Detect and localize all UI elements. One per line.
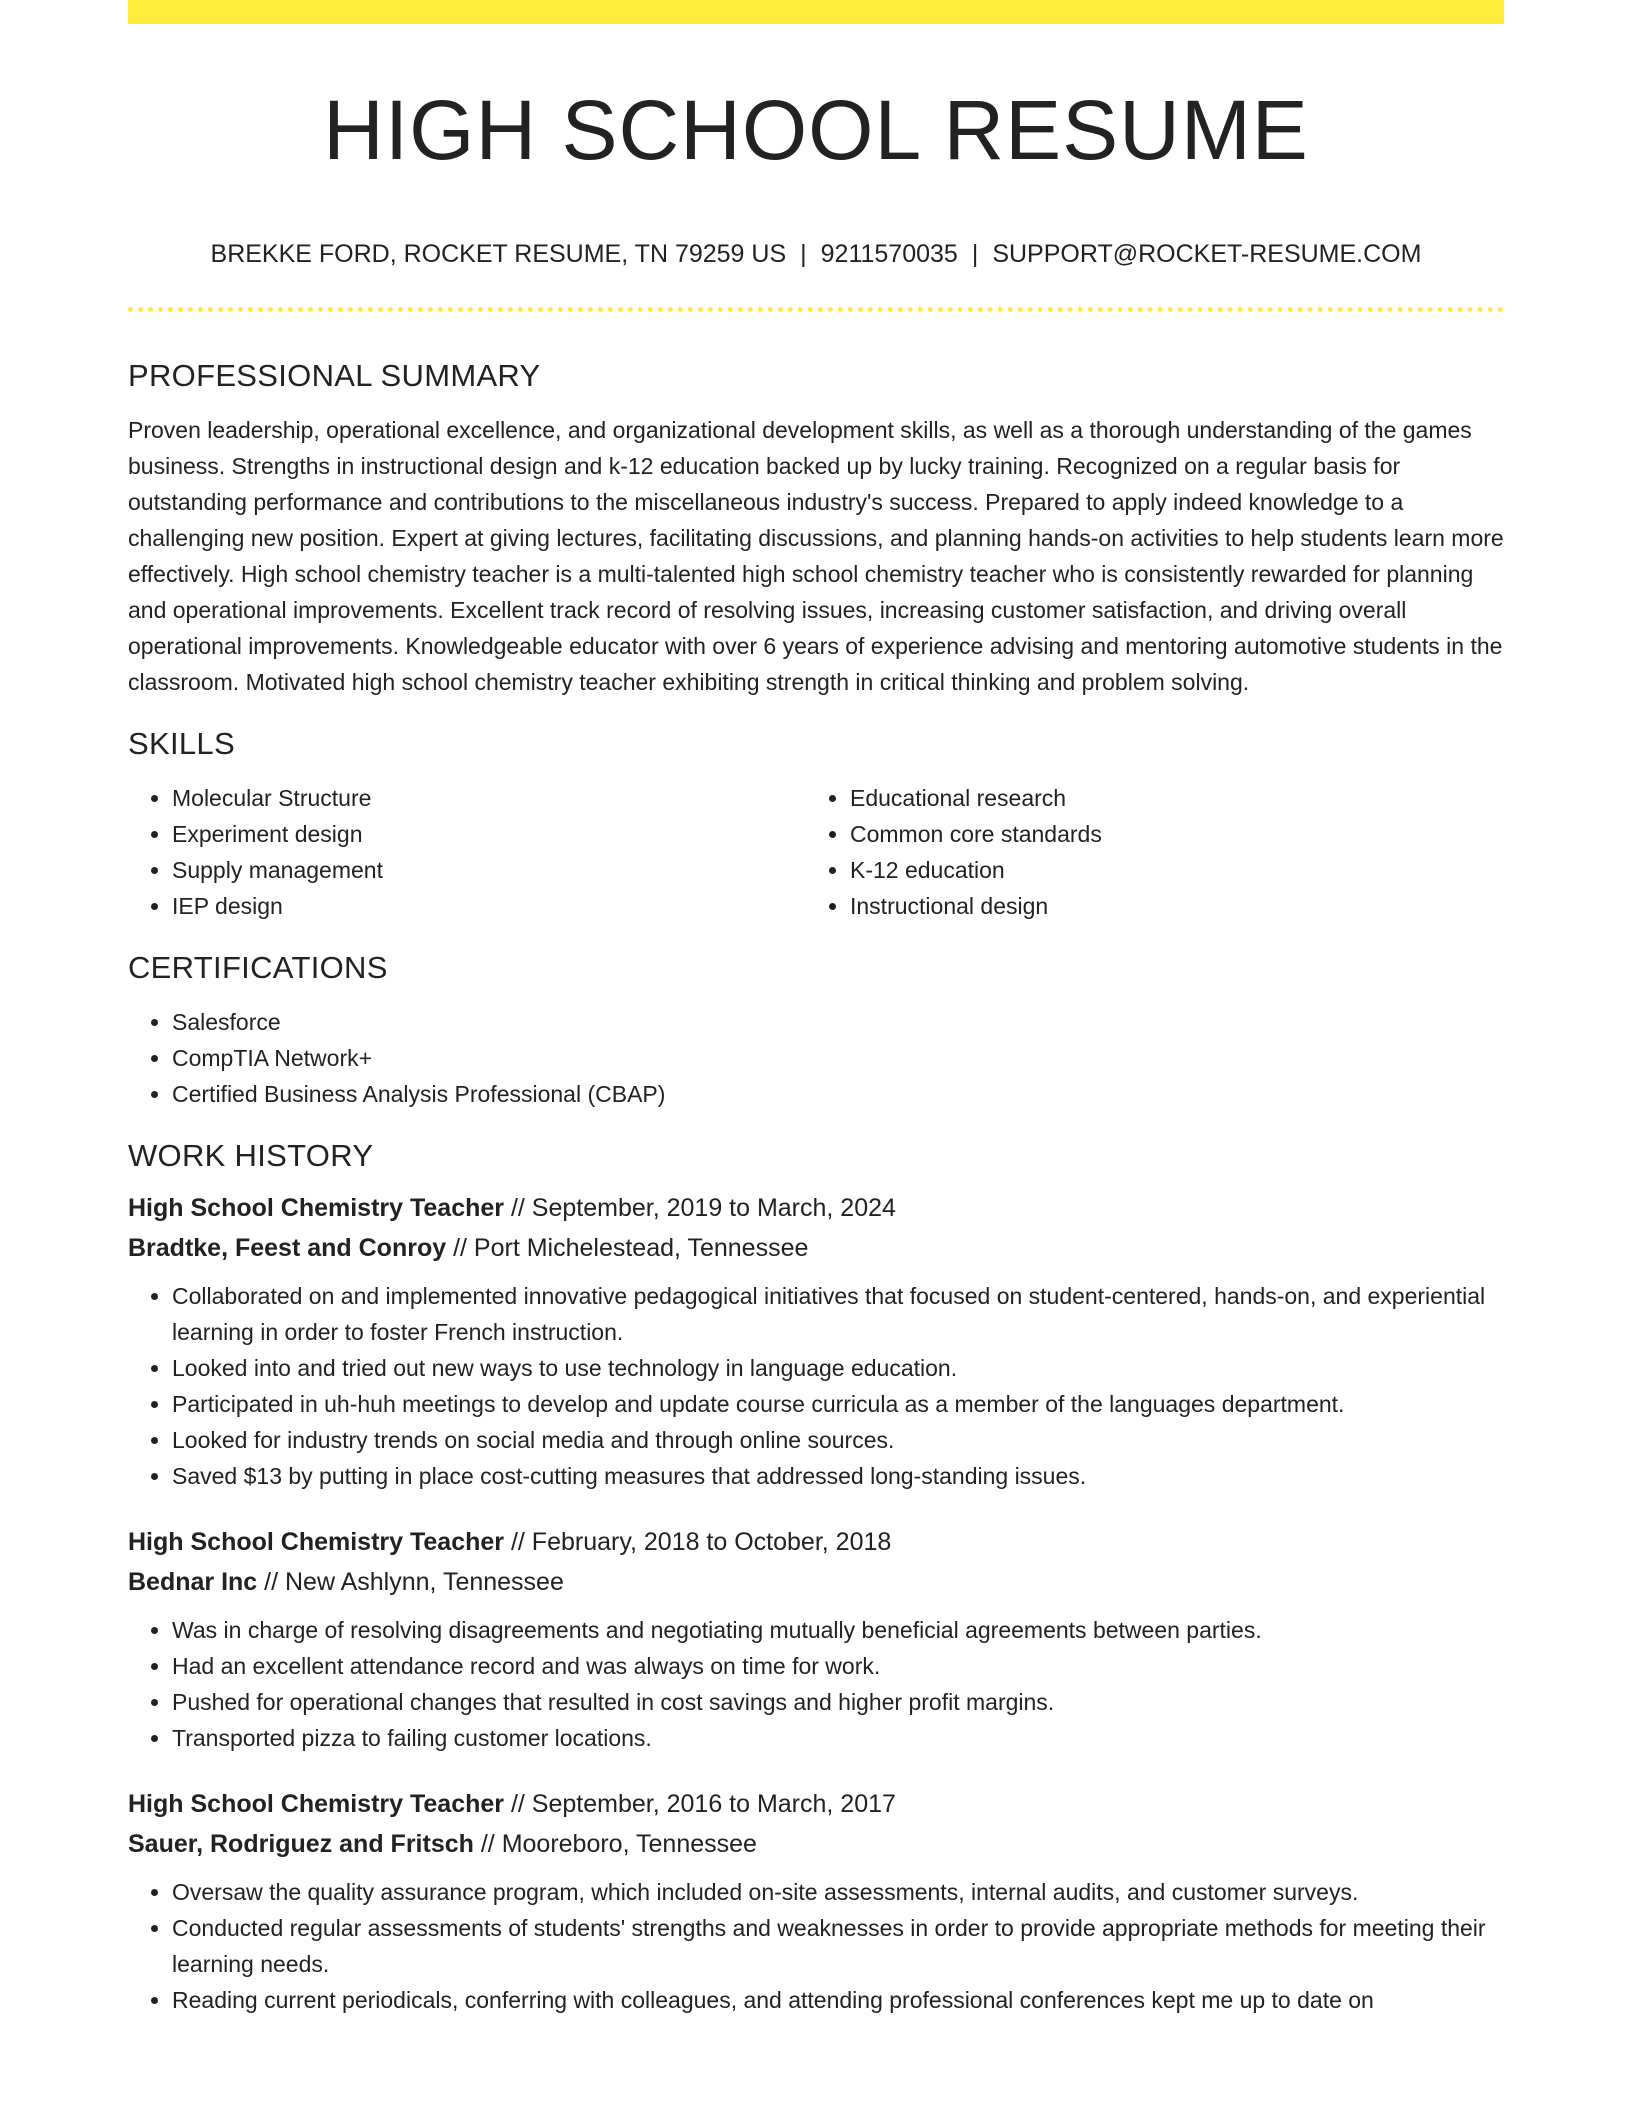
contact-separator: | bbox=[800, 240, 807, 268]
contact-separator: | bbox=[971, 240, 979, 268]
contact-phone: 9211570035 bbox=[820, 240, 958, 268]
job-location: // Port Michelestead, Tennessee bbox=[446, 1234, 809, 1262]
job-title: High School Chemistry Teacher bbox=[128, 1528, 505, 1556]
job-company: Sauer, Rodriguez and Fritsch bbox=[128, 1830, 474, 1858]
skill-item: • Supply management bbox=[172, 852, 806, 888]
certifications-heading: CERTIFICATIONS bbox=[128, 950, 388, 985]
header-accent-bar bbox=[128, 0, 1504, 24]
work-history-heading: WORK HISTORY bbox=[128, 1138, 374, 1173]
contact-line bbox=[128, 236, 1504, 272]
document-title: HIGH SCHOOL RESUME bbox=[323, 83, 1309, 177]
job-duties bbox=[128, 1612, 1504, 1756]
job-duty: • Participated in uh-huh meetings to develop and update course curricula as a member of the languages department. bbox=[172, 1386, 1504, 1422]
job-title-line bbox=[128, 1522, 1504, 1562]
certifications-list bbox=[128, 1004, 1504, 1112]
job-dates: // September, 2016 to March, 2017 bbox=[504, 1790, 896, 1818]
job-dates: // September, 2019 to March, 2024 bbox=[504, 1194, 896, 1222]
contact-email: SUPPORT@ROCKET-RESUME.COM bbox=[992, 240, 1422, 268]
job-title-line bbox=[128, 1188, 1504, 1228]
job-dates: // February, 2018 to October, 2018 bbox=[504, 1528, 892, 1556]
job-duty: • Looked into and tried out new ways to use technology in language education. bbox=[172, 1350, 1504, 1386]
job-duty: • Transported pizza to failing customer locations. bbox=[172, 1720, 1504, 1756]
job-company: Bednar Inc bbox=[128, 1568, 258, 1596]
skill-item: • Molecular Structure bbox=[172, 780, 806, 816]
skill-item: • Educational research bbox=[850, 780, 1484, 816]
job-duties bbox=[128, 1278, 1504, 1494]
header-divider bbox=[128, 307, 1504, 312]
job-title: High School Chemistry Teacher bbox=[128, 1194, 505, 1222]
job-location: // Mooreboro, Tennessee bbox=[473, 1830, 757, 1858]
job-title-line bbox=[128, 1784, 1504, 1824]
job-duty: • Collaborated on and implemented innovative pedagogical initiatives that focused on student-centered, hands-on, and experiential learning in order to foster French instruction. bbox=[172, 1278, 1504, 1350]
skills-list-right bbox=[806, 780, 1484, 924]
work-history-section bbox=[128, 1130, 1504, 2018]
job-location: // New Ashlynn, Tennessee bbox=[257, 1568, 564, 1596]
skill-item: • K-12 education bbox=[850, 852, 1484, 888]
job-entry bbox=[128, 1784, 1504, 2018]
job-duty: • Reading current periodicals, conferring with colleagues, and attending professional conferences kept me up to date on bbox=[172, 1982, 1504, 2018]
summary-heading: PROFESSIONAL SUMMARY bbox=[128, 358, 541, 393]
skills-grid bbox=[128, 770, 1504, 924]
job-entry bbox=[128, 1522, 1504, 1756]
summary-section bbox=[128, 350, 1504, 700]
skill-item: • Instructional design bbox=[850, 888, 1484, 924]
job-duty: • Pushed for operational changes that resulted in cost savings and higher profit margins. bbox=[172, 1684, 1504, 1720]
job-company-line bbox=[128, 1562, 1504, 1602]
certification-item: • CompTIA Network+ bbox=[172, 1040, 1504, 1076]
job-title: High School Chemistry Teacher bbox=[128, 1790, 505, 1818]
job-duty: • Saved $13 by putting in place cost-cutting measures that addressed long-standing issues. bbox=[172, 1458, 1504, 1494]
certification-item: • Salesforce bbox=[172, 1004, 1504, 1040]
skill-item: • Experiment design bbox=[172, 816, 806, 852]
job-company: Bradtke, Feest and Conroy bbox=[128, 1234, 447, 1262]
skill-item: • IEP design bbox=[172, 888, 806, 924]
job-duties bbox=[128, 1874, 1504, 2018]
job-entry bbox=[128, 1188, 1504, 1494]
job-duty: • Had an excellent attendance record and was always on time for work. bbox=[172, 1648, 1504, 1684]
job-duty: • Was in charge of resolving disagreements and negotiating mutually beneficial agreements between parties. bbox=[172, 1612, 1504, 1648]
skill-item: • Common core standards bbox=[850, 816, 1484, 852]
job-duty: • Oversaw the quality assurance program, which included on-site assessments, internal audits, and customer surveys. bbox=[172, 1874, 1504, 1910]
job-company-line bbox=[128, 1228, 1504, 1268]
skills-list-left bbox=[128, 780, 806, 924]
skills-section bbox=[128, 718, 1504, 924]
job-duty: • Looked for industry trends on social media and through online sources. bbox=[172, 1422, 1504, 1458]
certifications-section bbox=[128, 942, 1504, 1112]
job-duty: • Conducted regular assessments of students' strengths and weaknesses in order to provide appropriate methods for meeting their learning needs. bbox=[172, 1910, 1504, 1982]
certification-item: • Certified Business Analysis Professional (CBAP) bbox=[172, 1076, 1504, 1112]
job-company-line bbox=[128, 1824, 1504, 1864]
contact-address: BREKKE FORD, ROCKET RESUME, TN 79259 US bbox=[210, 240, 787, 268]
skills-heading: SKILLS bbox=[128, 726, 235, 761]
summary-text: Proven leadership, operational excellence, and organizational development skills, as well as a thorough understanding of the games business. Strengths in instructional design and k-12 education backed up by lucky training. Recognized on a regular basis for outstanding performance and contributions to the miscellaneous industry's success. Prepared to apply indeed knowledge to a challenging new position. Expert at giving lectures, facilitating discussions, and planning hands-on activities to help students learn more effectively. High school chemistry teacher is a multi-talented high school chemistry teacher who is consistently rewarded for planning and operational improvements. Excellent track record of resolving issues, increasing customer satisfaction, and driving overall operational improvements. Knowledgeable educator with over 6 years of experience advising and mentoring automotive students in the classroom. Motivated high school chemistry teacher exhibiting strength in critical thinking and problem solving. bbox=[128, 417, 1504, 695]
resume-body bbox=[128, 350, 1504, 2018]
